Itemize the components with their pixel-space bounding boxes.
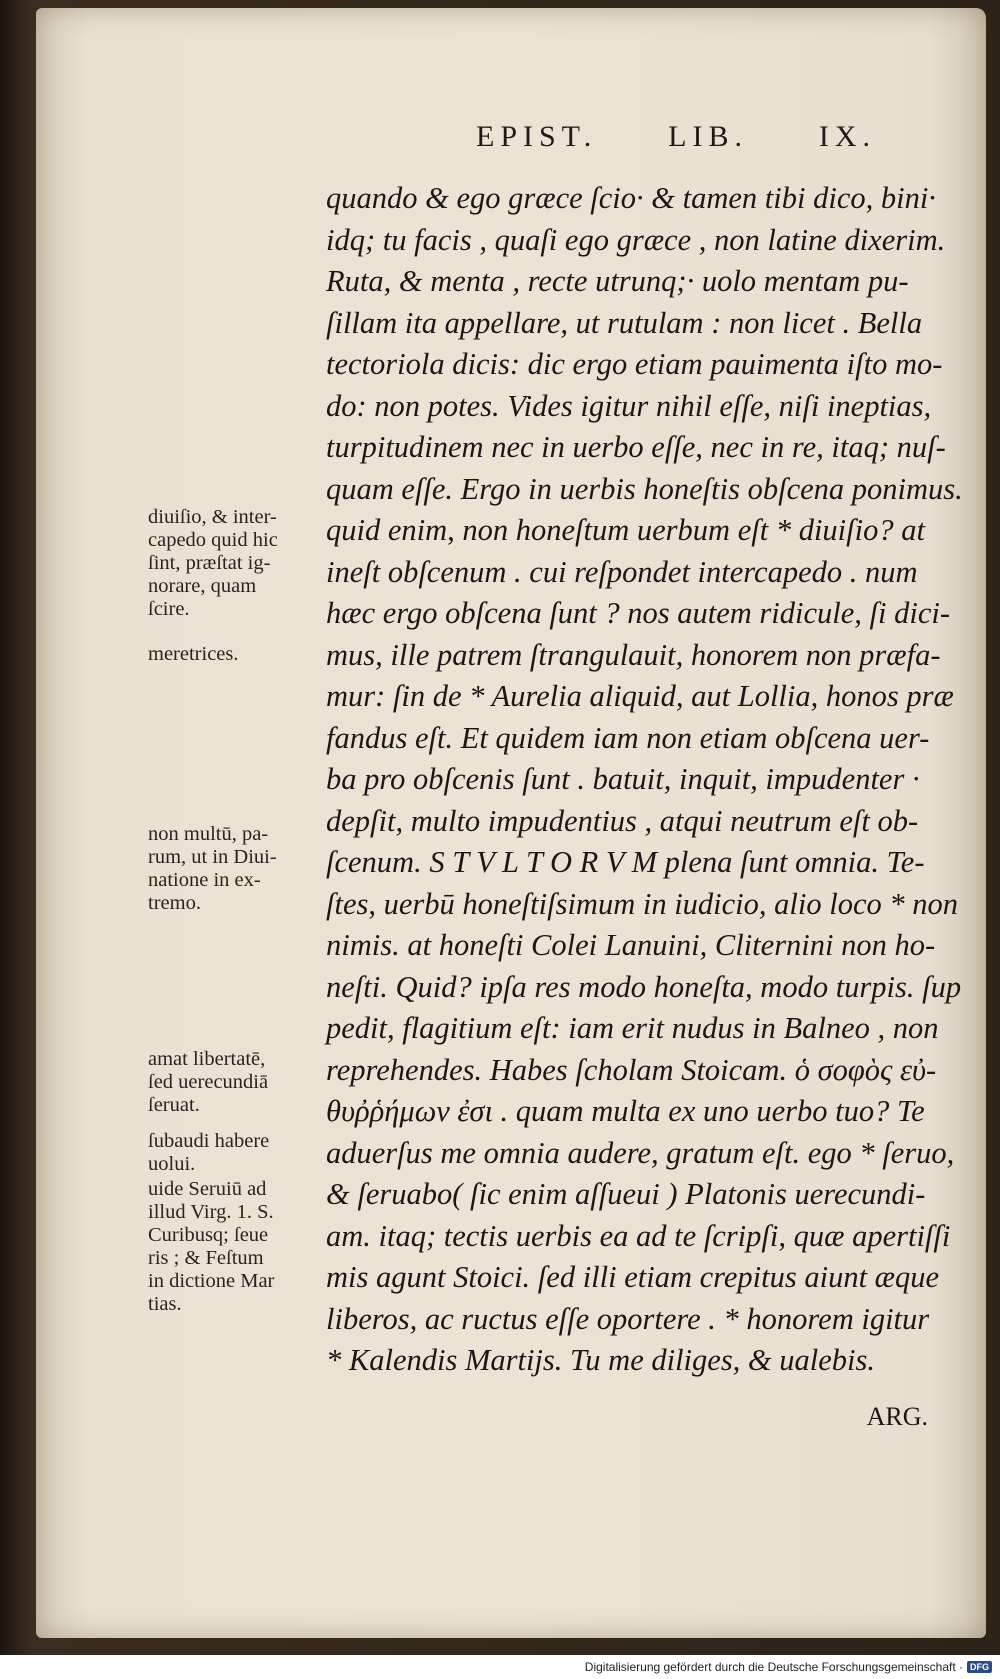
text-line: ſtes, uerbū honeſtiſsimum in iudicio, alio loco * non <box>326 886 958 921</box>
text-line: & ſeruabo( ſic enim aſſueui ) Platonis uerecundi- <box>326 1177 926 1211</box>
text-line: quam eſſe. Ergo in uerbis honeſtis obſcena ponimus. <box>326 471 963 506</box>
text-line: tectoriola dicis: dic ergo etiam pauimenta iſto mo- <box>326 347 943 381</box>
margin-note-line: uide Seruiū ad <box>148 1178 267 1200</box>
running-head <box>476 120 876 154</box>
text-line: * Kalendis Martijs. Tu me diliges, & ualebis. <box>326 1343 876 1377</box>
text-line: ſcenum. S T V L T O R V M plena ſunt omnia. Te- <box>326 845 925 879</box>
text-line: quando & ego græce ſcio· & tamen tibi dico, bini· <box>326 181 936 215</box>
text-line: nimis. at honeſti Colei Lanuini, Cliternini non ho- <box>326 928 936 962</box>
margin-note-line: ſubaudi habere <box>148 1130 270 1152</box>
text-line: quid enim, non honeſtum uerbum eſt * diuiſio? at <box>326 513 925 547</box>
catchword: ARG. <box>866 1402 928 1431</box>
text-line: idq; tu facis , quaſi ego græce , non latine dixerim. <box>326 222 946 257</box>
main-text-block <box>326 178 986 1382</box>
margin-note <box>148 1130 323 1176</box>
margin-note <box>148 1048 323 1117</box>
margin-note-line: in dictione Mar <box>148 1270 275 1292</box>
margin-note-line: norare, quam <box>148 575 257 597</box>
book-page <box>36 8 986 1638</box>
margin-note-line: diuiſio, & inter- <box>148 506 277 528</box>
footer-credit: Digitalisierung gefördert durch die Deutsche Forschungsgemeinschaft · <box>584 1660 963 1674</box>
margin-note-line: natione in ex- <box>148 869 261 891</box>
margin-note <box>148 506 323 621</box>
text-line: ba pro obſcenis ſunt . batuit, inquit, impudenter · <box>326 762 920 796</box>
text-line: ſillam ita appellare, ut rutulam : non licet . Bella <box>326 305 923 340</box>
text-line: depſit, multo impudentius , atqui neutrum eſt ob- <box>326 803 919 838</box>
margin-note-line: amat libertatē, <box>148 1048 266 1070</box>
margin-note-line: ſint, præſtat ig- <box>148 552 271 574</box>
running-head-lib: LIB. <box>668 120 748 153</box>
text-line: ineſt obſcenum . cui reſpondet intercapedo . num <box>326 554 918 589</box>
margin-note <box>148 643 323 666</box>
margin-note-line: rum, ut in Diui- <box>148 846 277 868</box>
margin-note-line: ſcire. <box>148 598 190 620</box>
text-line: am. itaq; tectis uerbis ea ad te ſcripſi, quæ apertiſſi <box>326 1218 951 1253</box>
running-head-number: IX. <box>818 120 876 153</box>
text-line: reprehendes. Habes ſcholam Stoicam. ὁ σοφὸς εὐ- <box>326 1052 937 1087</box>
text-line: hæc ergo obſcena ſunt ? nos autem ridicule, ſi dici- <box>326 596 951 630</box>
digitization-footer <box>0 1655 1000 1679</box>
margin-note-line: non multū, pa- <box>148 823 269 845</box>
margin-note-line: tias. <box>148 1293 182 1315</box>
text-line: do: non potes. Vides igitur nihil eſſe, niſi ineptias, <box>326 388 932 423</box>
text-line: θυῤῥήμων ἐσι . quam multa ex uno uerbo tuo? Te <box>326 1094 925 1128</box>
text-line: Ruta, & menta , recte utrunq;· uolo mentam pu- <box>326 264 909 298</box>
margin-note-line: illud Virg. 1. S. <box>148 1201 274 1223</box>
margin-note-line: Curibusq; ſeue <box>148 1224 269 1246</box>
margin-note-line: ſeruat. <box>148 1094 200 1116</box>
margin-note <box>148 823 323 915</box>
margin-note-line: meretrices. <box>148 643 239 665</box>
text-line: mur: ſin de * Aurelia aliquid, aut Lollia, honos præ <box>326 679 954 713</box>
margin-note <box>148 1178 323 1316</box>
text-line: mus, ille patrem ſtrangulauit, honorem non præfa- <box>326 637 941 672</box>
running-head-epist: EPIST. <box>476 120 598 153</box>
text-line: pedit, flagitium eſt: iam erit nudus in Balneo , non <box>326 1011 939 1045</box>
margin-note-line: uolui. <box>148 1153 196 1175</box>
text-line: turpitudinem nec in uerbo eſſe, nec in re, itaq; nuſ- <box>326 430 946 464</box>
margin-note-line: capedo quid hic <box>148 529 278 551</box>
text-line: liberos, ac ructus eſſe oportere . * honorem igitur <box>326 1301 930 1336</box>
text-line: mis agunt Stoici. ſed illi etiam crepitus aiunt æque <box>326 1260 940 1294</box>
margin-note-line: tremo. <box>148 892 201 914</box>
margin-note-line: ris ; & Feſtum <box>148 1247 264 1269</box>
text-line: neſti. Quid? ipſa res modo honeſta, modo turpis. ſup <box>326 969 962 1004</box>
margin-note-line: ſed uerecundiā <box>148 1071 269 1093</box>
text-line: fandus eſt. Et quidem iam non etiam obſcena uer- <box>326 720 930 755</box>
dfg-logo-icon: DFG <box>967 1661 992 1673</box>
text-line: aduerſus me omnia audere, gratum eſt. ego * ſeruo, <box>326 1135 955 1170</box>
